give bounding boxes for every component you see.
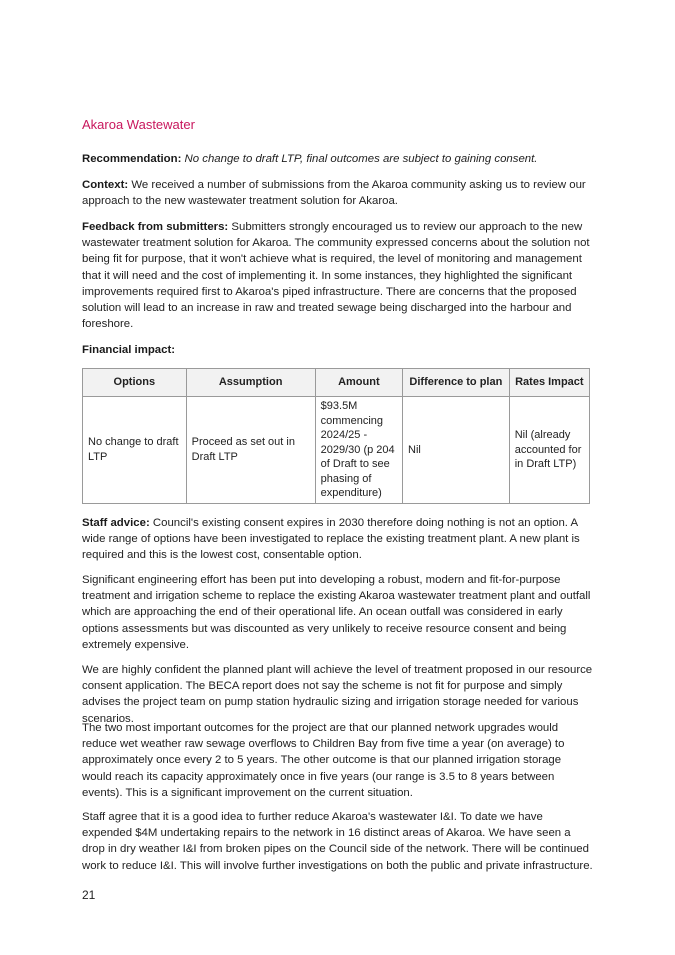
- body-paragraph: The two most important outcomes for the project are that our planned network upgrades would reduce wet weather raw sewage overflows to Children Bay from five time a year (on average) to approximately once every 2 to 5 years. The other outcome is that our planned irrigation storage would reach its capacity approximately once in five years (our range is 3.5 to 8 years between events). This is a significant improvement on the current situation.: [82, 722, 565, 799]
- table-row: [83, 397, 590, 504]
- body-paragraph: Staff agree that it is a good idea to further reduce Akaroa's wastewater I&I. To date we have expended $4M undertaking repairs to the network in 16 distinct areas of Akaroa. We have seen a drop in dry weather I&I from broken pipes on the Council side of the network. There will be continued work to reduce I&I. This will involve further investigations on both the public and private infrastructure.: [82, 811, 593, 872]
- staff-advice-paragraph: [82, 515, 594, 564]
- header-rates-impact: Rates Impact: [509, 369, 589, 397]
- feedback-paragraph: [82, 219, 594, 332]
- body-paragraph: We are highly confident the planned plant will achieve the level of treatment proposed in our resource consent application. The BECA report does not say the scheme is not fit for purpose and simply advises the project team on pump station hydraulic sizing and irrigation storage needed for various scenarios.: [82, 664, 593, 725]
- cell-rates-impact: Nil (already accounted for in Draft LTP): [509, 397, 589, 504]
- feedback-text: Submitters strongly encouraged us to review our approach to the new wastewater treatment solution for Akaroa. The community expressed concerns about the solution not being fit for purpose, that it won't achieve what is required, the level of monitoring and management that it will need and the cost of implementing it. In some instances, they highlighted the significant improvements required first to Akaroa's piped infrastructure. There are concerns that the proposed solution will lead to an increase in raw and treated sewage being discharged into the harbour and foreshore.: [82, 221, 590, 331]
- financial-impact-label: Financial impact:: [82, 344, 176, 356]
- context-paragraph: [82, 177, 594, 209]
- context-label: Context:: [82, 179, 129, 191]
- staff-advice-text: Council's existing consent expires in 2030 therefore doing nothing is not an option. A wide range of options have been investigated to replace the existing treatment plant. A new plant is required and this is the lowest cost, consentable option.: [82, 517, 580, 562]
- recommendation-paragraph: [82, 151, 594, 167]
- financial-impact-table: [82, 368, 590, 504]
- page-number: 21: [82, 888, 96, 902]
- cell-difference: Nil: [403, 397, 510, 504]
- body-paragraph: Significant engineering effort has been put into developing a robust, modern and fit-for-purpose treatment and irrigation scheme to replace the existing Akaroa wastewater treatment plant and outfall which are approaching the end of their operational life. An ocean outfall was considered in early options assessments but was discounted as very unlikely to receive resource consent and being extremely expensive.: [82, 574, 591, 651]
- financial-impact-heading: [82, 342, 594, 358]
- header-amount: Amount: [315, 369, 402, 397]
- staff-advice-label: Staff advice:: [82, 517, 150, 529]
- cell-assumption: Proceed as set out in Draft LTP: [186, 397, 315, 504]
- header-difference: Difference to plan: [403, 369, 510, 397]
- header-assumption: Assumption: [186, 369, 315, 397]
- section-title: Akaroa Wastewater: [82, 117, 195, 132]
- table-header-row: [83, 369, 590, 397]
- cell-amount: $93.5M commencing 2024/25 - 2029/30 (p 204 of Draft to see phasing of expenditure): [315, 397, 402, 504]
- header-options: Options: [83, 369, 187, 397]
- cell-option: No change to draft LTP: [83, 397, 187, 504]
- feedback-label: Feedback from submitters:: [82, 221, 229, 233]
- recommendation-text: No change to draft LTP, final outcomes are subject to gaining consent.: [184, 153, 538, 165]
- recommendation-label: Recommendation:: [82, 153, 182, 165]
- context-text: We received a number of submissions from the Akaroa community asking us to review our approach to the new wastewater treatment solution for Akaroa.: [82, 179, 586, 208]
